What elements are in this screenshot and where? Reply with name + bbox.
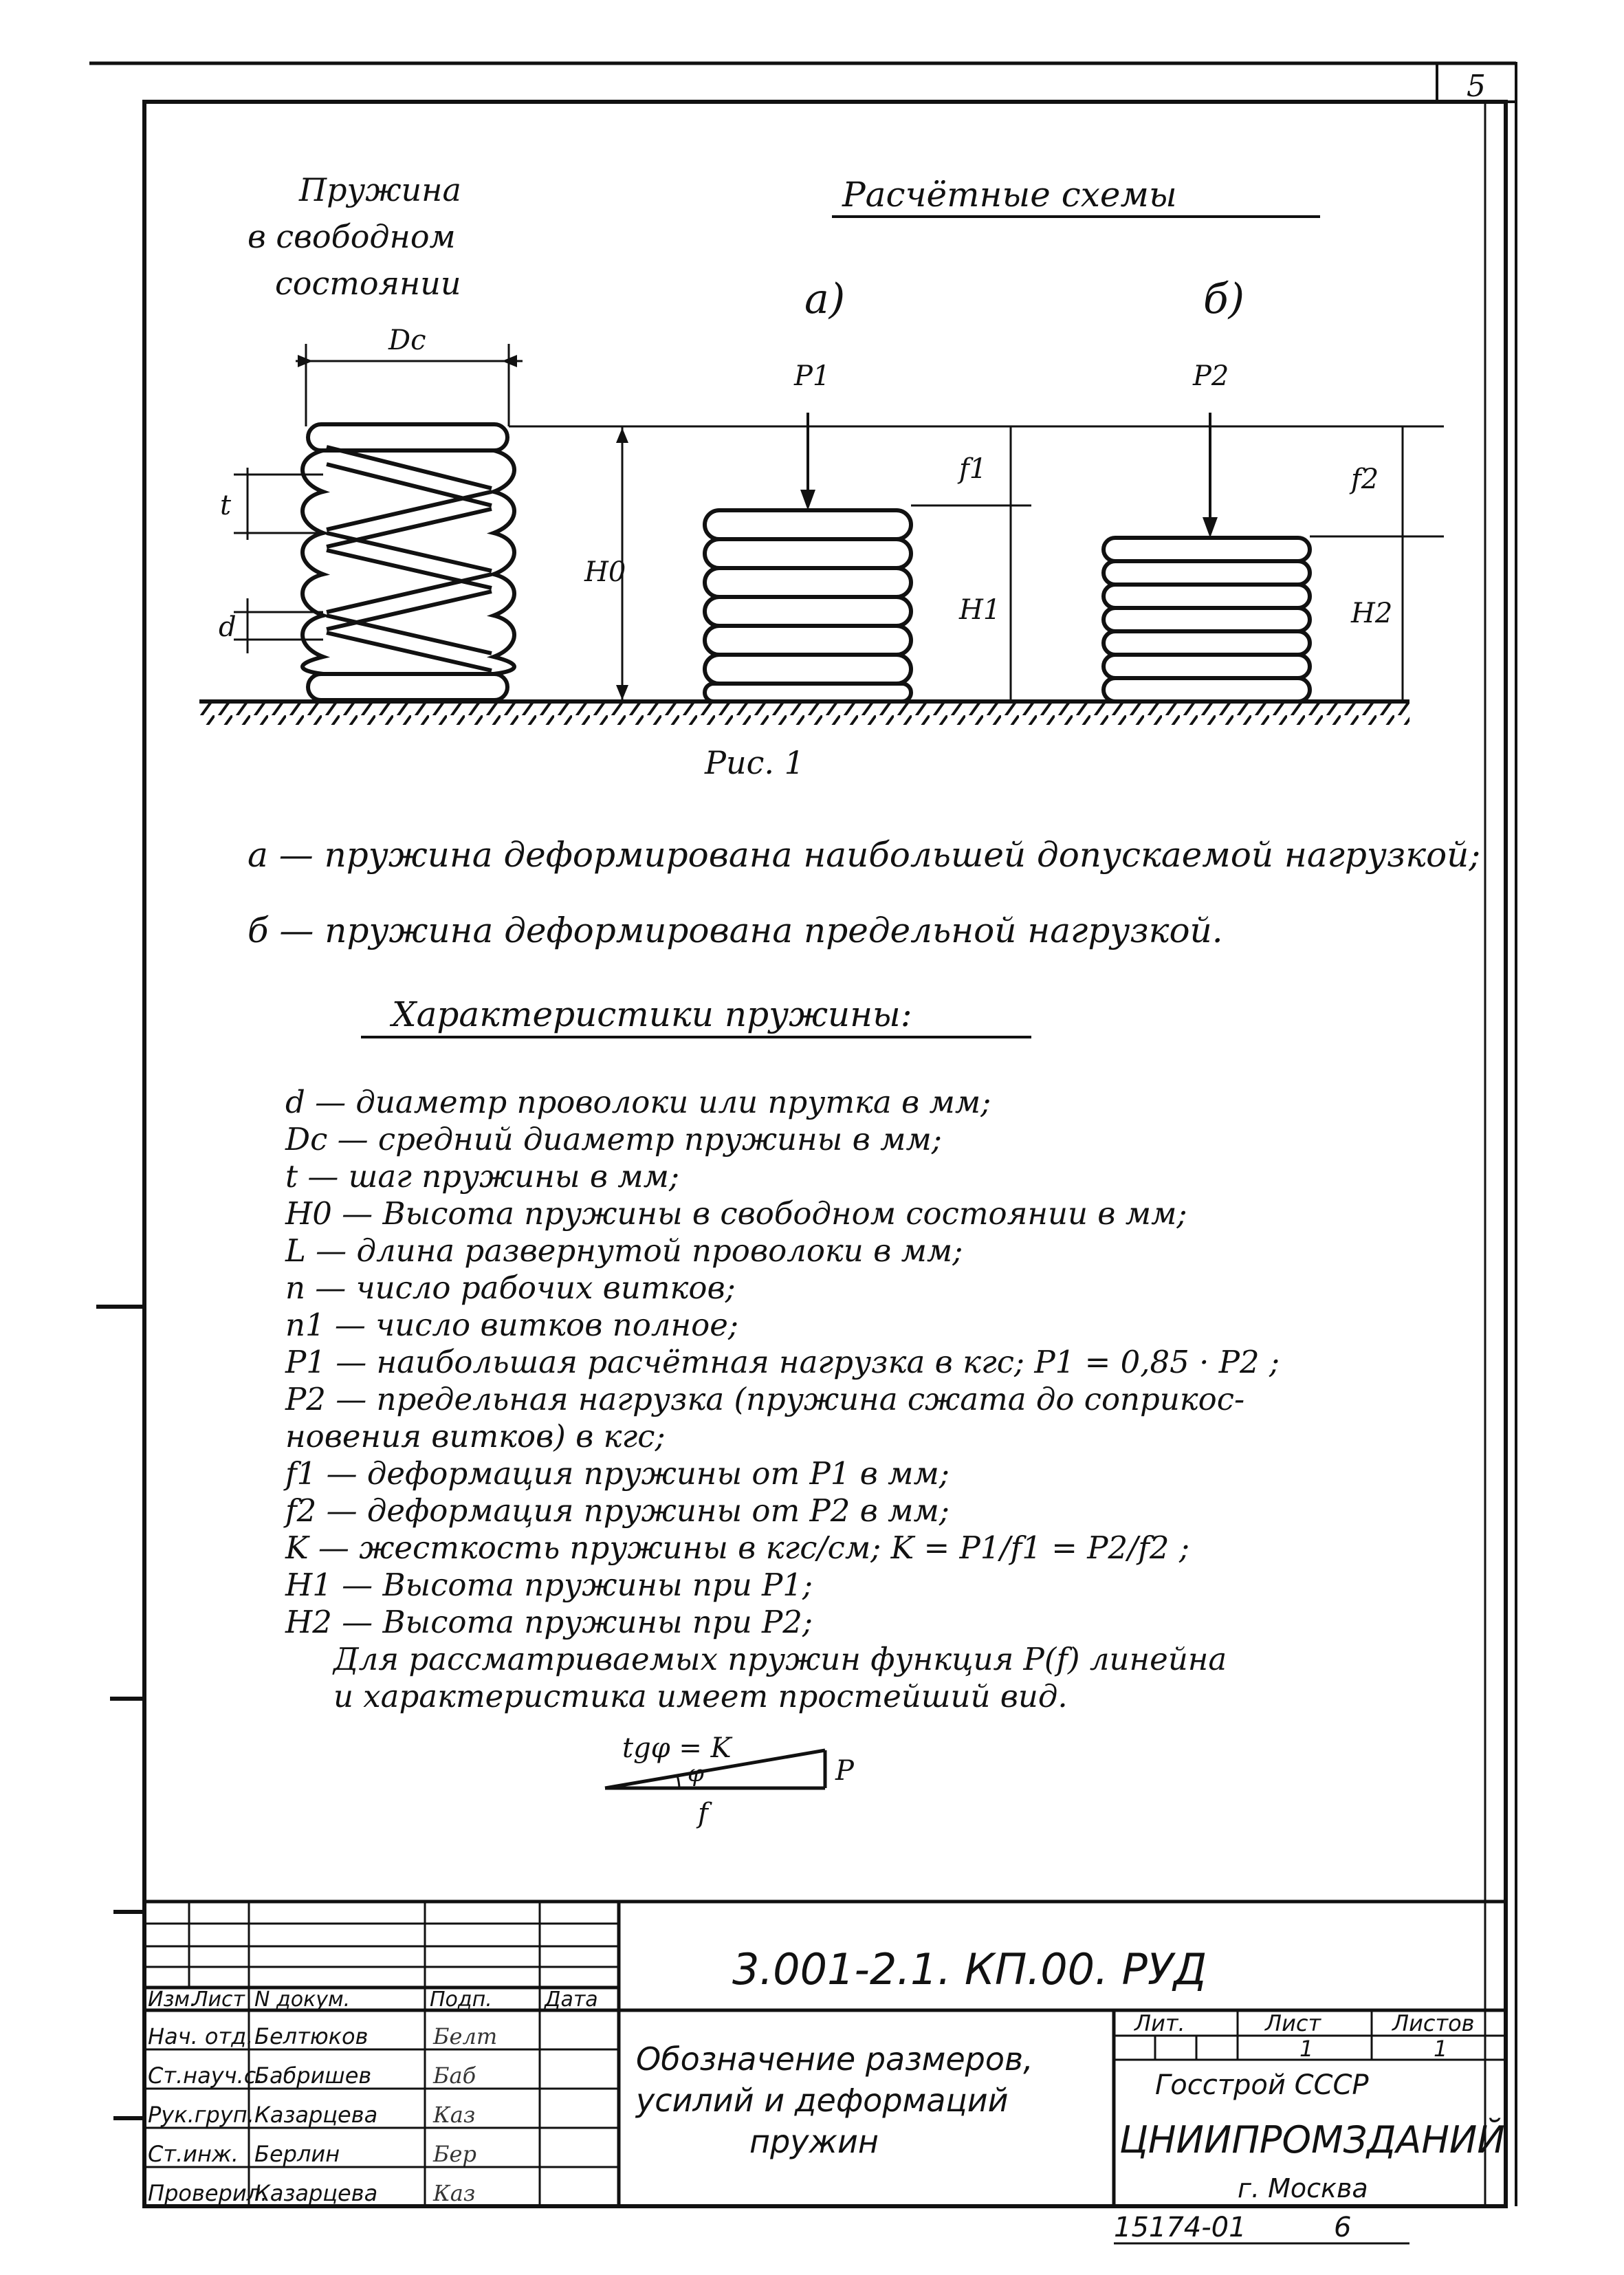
role-signature: Каз xyxy=(433,2180,476,2206)
inventory-number: 15174-01 xyxy=(1114,2212,1247,2243)
diagram-tg-label: tgφ = K xyxy=(622,1732,732,1764)
characteristic-diagram xyxy=(605,1732,855,1829)
title-block xyxy=(144,1902,1506,2206)
f2-label: f2 xyxy=(1351,464,1379,495)
title-line-3: пружин xyxy=(749,2123,879,2160)
char-line-p1: P1 — наибольшая расчётная нагрузка в кгс; P1 = 0,85 · P2 ; xyxy=(285,1344,1280,1380)
org-ministry: Госстрой СССР xyxy=(1155,2069,1369,2101)
f1-label: f1 xyxy=(959,453,987,485)
p1-arrowhead xyxy=(800,490,815,510)
role-name: Казарцева xyxy=(254,2180,378,2206)
org-city: г. Москва xyxy=(1238,2173,1368,2203)
org-institute: ЦНИИПРОМЗДАНИЙ xyxy=(1119,2118,1505,2162)
char-line-k: K — жесткость пружины в кгс/см; K = P1/f1 = P2/f2 ; xyxy=(285,1530,1190,1566)
ground-hatching xyxy=(199,701,1409,725)
schemes-title: Расчётные схемы xyxy=(842,175,1177,215)
free-label-line: состоянии xyxy=(275,265,461,302)
char-line-l: L — длина развернутой проволоки в мм; xyxy=(285,1232,963,1269)
role: Нач. отд. xyxy=(148,2023,254,2049)
list-label: Лист xyxy=(1265,2010,1321,2036)
h2-label: H2 xyxy=(1351,598,1393,629)
h1-label: H1 xyxy=(959,594,1001,626)
char-line-h2: H2 — Высота пружины при P2; xyxy=(285,1604,813,1640)
dc-label: Dc xyxy=(388,325,426,356)
char-line-simple: и характеристика имеет простейший вид. xyxy=(333,1678,1068,1715)
d-label: d xyxy=(219,611,237,643)
spring-b-coils xyxy=(1104,538,1310,701)
lit-label: Лит. xyxy=(1134,2010,1185,2036)
document-code: 3.001-2.1. КП.00. РУД xyxy=(732,1944,1207,1994)
coil-end-top xyxy=(308,424,507,450)
header-row xyxy=(148,1988,598,2012)
role-name: Белтюков xyxy=(254,2023,369,2049)
figure-caption: Рис. 1 xyxy=(705,744,804,781)
spring-b xyxy=(1104,360,1444,701)
free-state-label xyxy=(248,171,461,302)
note-b: б — пружина деформирована предельной нагрузкой. xyxy=(248,911,1223,950)
scheme-a-label: а) xyxy=(804,275,846,323)
free-label-line: в свободном xyxy=(248,218,456,255)
h0-label: H0 xyxy=(584,556,626,588)
diagram-p-label: P xyxy=(835,1755,854,1787)
footer-number: 6 xyxy=(1334,2212,1352,2243)
title-line-2: усилий и деформаций xyxy=(636,2082,1009,2119)
characteristics-title: Характеристики пружины: xyxy=(392,994,912,1034)
char-line-h1: H1 — Высота пружины при P1; xyxy=(285,1567,813,1603)
role-signature: Белт xyxy=(433,2023,498,2049)
p2-label: P2 xyxy=(1193,360,1229,392)
role-name: Казарцева xyxy=(254,2102,378,2128)
char-line-d: d — диаметр проволоки или прутка в мм; xyxy=(285,1084,991,1120)
sheet-number: 5 xyxy=(1467,69,1486,104)
listov-value: 1 xyxy=(1434,2036,1448,2062)
scheme-b-label: б) xyxy=(1203,275,1245,323)
role-signature: Каз xyxy=(433,2102,476,2128)
char-line-f2: f2 — деформация пружины от P2 в мм; xyxy=(285,1492,950,1529)
char-line-f1: f1 — деформация пружины от P1 в мм; xyxy=(285,1455,950,1492)
char-line-p2-cont: новения витков) в кгс; xyxy=(285,1418,666,1455)
coil-end-bottom xyxy=(308,674,507,700)
role-signature: Баб xyxy=(433,2062,476,2089)
char-line-linear: Для рассматриваемых пружин функция P(f) линейна xyxy=(333,1641,1227,1677)
coil-right-bends xyxy=(494,450,514,674)
p2-arrowhead xyxy=(1203,517,1218,538)
spring-a-coils xyxy=(705,510,911,701)
angle-arc xyxy=(677,1776,679,1788)
hdr-doc: N докум. xyxy=(254,1988,351,2012)
char-line-dc: Dc — средний диаметр пружины в мм; xyxy=(285,1121,942,1157)
t-label: t xyxy=(220,490,232,521)
p1-label: P1 xyxy=(794,360,831,392)
coil-wires xyxy=(327,447,492,671)
char-line-h0: H0 — Высота пружины в свободном состоянии в мм; xyxy=(285,1195,1187,1232)
char-line-n: n — число рабочих витков; xyxy=(285,1270,736,1306)
hdr-sign: Подп. xyxy=(430,1988,492,2012)
role: Ст.науч.с. xyxy=(148,2062,263,2089)
hdr-list: Лист xyxy=(193,1988,245,2012)
free-label-line: Пружина xyxy=(299,171,461,208)
role: Проверил. xyxy=(148,2180,268,2206)
char-line-t: t — шаг пружины в мм; xyxy=(285,1158,680,1195)
diagram-phi-label: φ xyxy=(688,1760,704,1787)
role: Ст.инж. xyxy=(148,2141,239,2167)
role-signature: Бер xyxy=(433,2141,476,2167)
free-spring xyxy=(219,325,1444,701)
spring-a xyxy=(705,360,1031,701)
hdr-izm: Изм. xyxy=(148,1988,197,2012)
char-line-p2: P2 — предельная нагрузка (пружина сжата до соприкос- xyxy=(285,1381,1245,1417)
diagram-f-label: f xyxy=(698,1798,708,1829)
role-name: Берлин xyxy=(254,2141,340,2167)
note-a: а — пружина деформирована наибольшей допускаемой нагрузкой; xyxy=(248,835,1481,875)
list-value: 1 xyxy=(1299,2036,1314,2062)
role-name: Бабришев xyxy=(254,2062,372,2089)
title-line-1: Обозначение размеров, xyxy=(636,2040,1033,2078)
char-line-n1: n1 — число витков полное; xyxy=(285,1307,739,1343)
roles-table xyxy=(148,2023,497,2206)
characteristics-list xyxy=(283,1084,1280,1715)
hdr-date: Дата xyxy=(545,1988,598,2012)
role: Рук.груп. xyxy=(148,2102,254,2128)
listov-label: Листов xyxy=(1392,2010,1475,2036)
